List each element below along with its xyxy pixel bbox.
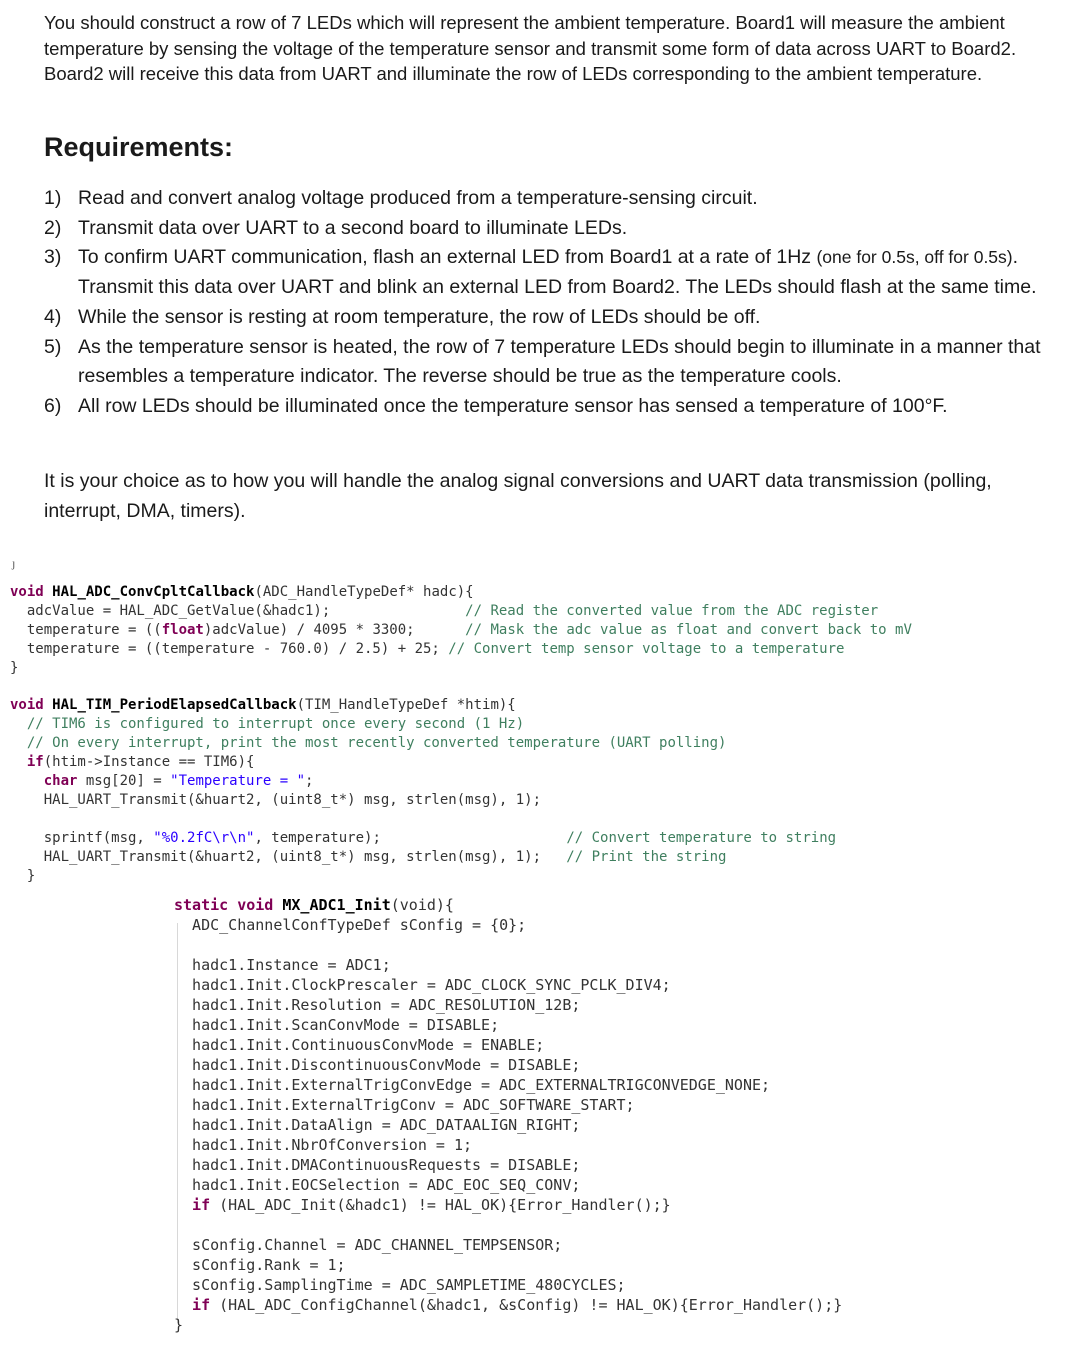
requirement-number: 6) (44, 394, 62, 417)
code-block-callbacks (10, 583, 912, 886)
code-keyword: void (10, 584, 44, 600)
code-line (10, 678, 912, 697)
code-line (174, 935, 842, 955)
code-line: hadc1.Init.DMAContinuousRequests = DISABLE; (174, 1156, 581, 1174)
requirement-number: 5) (44, 335, 62, 358)
code-text: (htim->Instance == TIM6){ (43, 754, 255, 771)
requirement-text-note: (one for 0.5s, off for 0.5s) (816, 247, 1013, 268)
code-comment: // Mask the adc value as float and convert back to mV (465, 621, 912, 638)
code-line (10, 829, 912, 848)
requirement-item (44, 214, 1044, 244)
code-line: ADC_ChannelConfTypeDef sConfig = {0}; (174, 916, 527, 934)
code-line (174, 895, 842, 915)
code-line: hadc1.Init.ScanConvMode = DISABLE; (174, 1016, 500, 1034)
requirement-text: As the temperature sensor is heated, the row of 7 temperature LEDs should begin to illuminate in a manner that resembles a temperature indicator. The reverse should be true as the temperature cools. (78, 335, 1041, 388)
code-line: HAL_UART_Transmit(&huart2, (uint8_t*) msg, strlen(msg), 1); (10, 791, 542, 808)
code-line (10, 810, 912, 829)
code-text: (HAL_ADC_Init(&hadc1) != HAL_OK){Error_Handler();} (210, 1196, 671, 1214)
code-line: } (10, 867, 36, 884)
code-line (10, 602, 912, 621)
code-text: sprintf(msg, (10, 829, 154, 846)
code-keyword: if (174, 1196, 211, 1214)
code-text: temperature = ((temperature - 760.0) / 2.5) + 25; (10, 640, 449, 657)
code-comment: // On every interrupt, print the most recently converted temperature (UART polling) (10, 735, 727, 752)
code-line: hadc1.Init.NbrOfConversion = 1; (174, 1136, 473, 1154)
code-text: msg[20] = (77, 773, 171, 790)
code-text: (TIM_HandleTypeDef *htim){ (296, 697, 516, 714)
code-line (10, 640, 912, 659)
code-text: (HAL_ADC_ConfigChannel(&hadc1, &sConfig) != HAL_OK){Error_Handler();} (210, 1296, 843, 1314)
code-keyword: char (10, 773, 78, 790)
code-comment: // Convert temperature to string (566, 829, 837, 846)
code-line: hadc1.Init.DataAlign = ADC_DATAALIGN_RIGHT; (174, 1116, 581, 1134)
requirement-number: 4) (44, 305, 62, 328)
code-text: )adcValue) / 4095 * 3300; (203, 621, 466, 638)
code-text: HAL_UART_Transmit(&huart2, (uint8_t*) msg, strlen(msg), 1); (10, 848, 567, 865)
code-keyword: if (174, 1296, 211, 1314)
choice-paragraph: It is your choice as to how you will handle the analog signal conversions and UART data transmission (polling, interrupt, DMA, timers). (44, 470, 992, 522)
requirement-text-cont: . Transmit this data over UART and blink an external LED from Board2. The LEDs should flash at the same time. (78, 246, 1037, 299)
requirement-item (44, 333, 1044, 392)
code-line (10, 848, 912, 867)
code-line: hadc1.Init.Resolution = ADC_RESOLUTION_12B; (174, 996, 581, 1014)
code-line: hadc1.Init.ExternalTrigConv = ADC_SOFTWARE_START; (174, 1096, 635, 1114)
code-string: "%0.2fC\r\n" (153, 829, 255, 846)
intro-paragraph: You should construct a row of 7 LEDs which will represent the ambient temperature. Board1 will measure the ambient temperature by sensing the voltage of the temperature sensor and transmit some form of data across UART to Board2. Board2 will receive this data from UART and illuminate the row of LEDs corresponding to the ambient temperature. (44, 12, 1017, 84)
code-text: adcValue = HAL_ADC_GetValue(&hadc1); (10, 602, 466, 619)
requirement-number: 1) (44, 187, 62, 209)
code-text: (void){ (390, 896, 454, 914)
requirement-item (44, 303, 1044, 333)
code-comment: // Read the converted value from the ADC register (465, 602, 879, 619)
code-line: hadc1.Init.DiscontinuousConvMode = DISABLE; (174, 1056, 581, 1074)
code-line (10, 753, 912, 772)
code-keyword: float (161, 621, 204, 638)
code-line (10, 772, 912, 791)
requirement-text: All row LEDs should be illuminated once the temperature sensor has sensed a temperature of 100°F. (78, 394, 948, 417)
requirements-heading: Requirements: (44, 132, 234, 162)
code-keyword: static void (174, 896, 274, 914)
code-function-name: HAL_ADC_ConvCpltCallback (52, 584, 255, 600)
code-text: , temperature); (254, 829, 567, 846)
code-line: hadc1.Init.ExternalTrigConvEdge = ADC_EXTERNALTRIGCONVEDGE_NONE; (174, 1076, 771, 1094)
code-line: sConfig.Channel = ADC_CHANNEL_TEMPSENSOR; (174, 1236, 563, 1254)
code-keyword: void (10, 697, 44, 714)
requirements-list (44, 184, 1044, 422)
code-comment: // TIM6 is configured to interrupt once every second (1 Hz) (10, 716, 525, 733)
code-block-adc-init (174, 895, 842, 1335)
code-line (174, 1295, 842, 1315)
code-comment: // Convert temp sensor voltage to a temperature (448, 640, 845, 657)
code-line: hadc1.Instance = ADC1; (174, 956, 391, 974)
code-line: } (10, 659, 19, 676)
requirement-item (44, 184, 1044, 214)
requirement-text: To confirm UART communication, flash an external LED from Board1 at a rate of 1Hz (78, 246, 812, 269)
code-comment: // Print the string (566, 848, 727, 865)
code-line (174, 1195, 842, 1215)
requirement-text: Read and convert analog voltage produced from a temperature-sensing circuit. (78, 187, 758, 209)
code-text: ; (305, 773, 314, 790)
stray-mark: ȷ (12, 556, 16, 570)
code-line (10, 621, 912, 640)
code-line: sConfig.SamplingTime = ADC_SAMPLETIME_480CYCLES; (174, 1276, 626, 1294)
requirement-text: While the sensor is resting at room temperature, the row of LEDs should be off. (78, 305, 761, 328)
code-line: hadc1.Init.EOCSelection = ADC_EOC_SEQ_CONV; (174, 1176, 581, 1194)
code-function-name: HAL_TIM_PeriodElapsedCallback (52, 697, 297, 714)
requirement-item (44, 392, 1044, 422)
code-string: "Temperature = " (170, 773, 306, 790)
code-line: hadc1.Init.ContinuousConvMode = ENABLE; (174, 1036, 545, 1054)
requirement-item (44, 243, 1044, 302)
code-line: } (174, 1316, 184, 1334)
code-line (10, 696, 912, 715)
code-text: temperature = (( (10, 621, 162, 638)
code-line (174, 1215, 842, 1235)
requirement-number: 3) (44, 246, 62, 269)
requirement-text: Transmit data over UART to a second board to illuminate LEDs. (78, 216, 628, 239)
code-line (10, 583, 912, 602)
code-function-name: MX_ADC1_Init (273, 896, 391, 914)
requirement-number: 2) (44, 216, 62, 239)
code-keyword: if (10, 754, 44, 771)
code-text: (ADC_HandleTypeDef* hadc){ (254, 584, 474, 600)
code-line: sConfig.Rank = 1; (174, 1256, 346, 1274)
code-line: hadc1.Init.ClockPrescaler = ADC_CLOCK_SYNC_PCLK_DIV4; (174, 976, 671, 994)
